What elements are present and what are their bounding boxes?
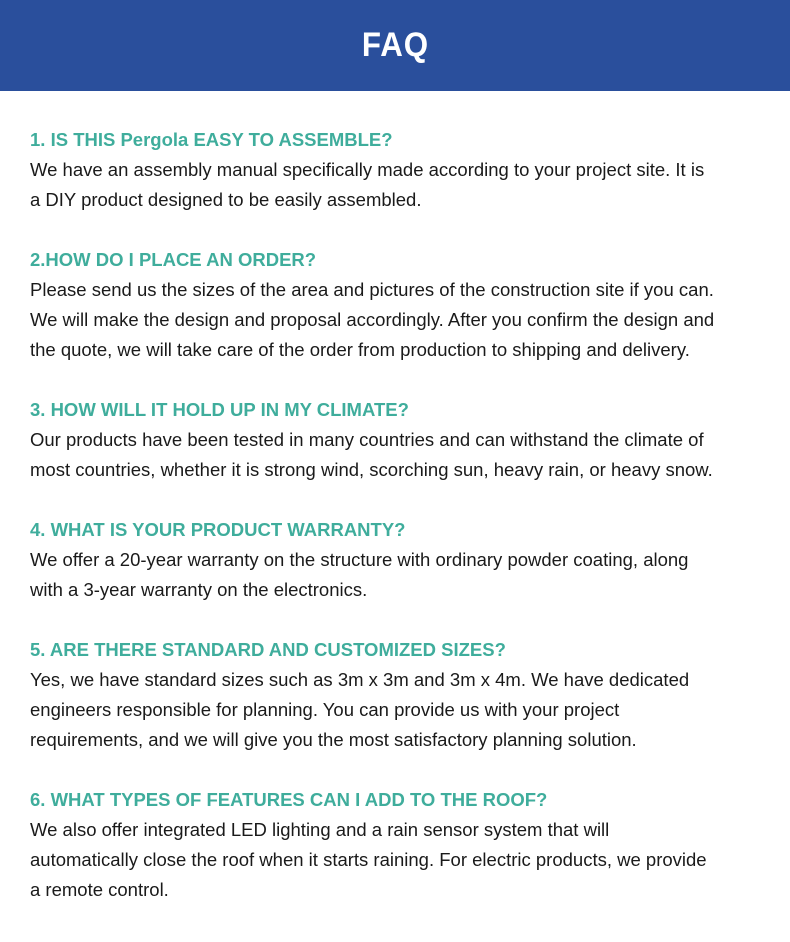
answer-line: engineers responsible for planning. You can provide us with your project xyxy=(30,699,620,720)
answer-line: a remote control. xyxy=(30,879,169,900)
faq-item xyxy=(30,125,760,215)
answer-line: a DIY product designed to be easily assembled. xyxy=(30,189,422,210)
faq-question: 6. WHAT TYPES OF FEATURES CAN I ADD TO THE ROOF? xyxy=(30,789,548,810)
faq-header-banner xyxy=(0,0,790,91)
answer-line: Yes, we have standard sizes such as 3m x 3m and 3m x 4m. We have dedicated xyxy=(30,669,690,690)
page-title: FAQ xyxy=(361,26,429,64)
faq-question: 3. HOW WILL IT HOLD UP IN MY CLIMATE? xyxy=(30,399,409,420)
faq-list xyxy=(0,91,790,905)
faq-answer xyxy=(30,545,760,605)
faq-question: 4. WHAT IS YOUR PRODUCT WARRANTY? xyxy=(30,519,406,540)
answer-line: Our products have been tested in many countries and can withstand the climate of xyxy=(30,429,704,450)
faq-answer xyxy=(30,665,760,755)
faq-answer xyxy=(30,275,760,365)
faq-question: 2.HOW DO I PLACE AN ORDER? xyxy=(30,249,317,270)
faq-answer xyxy=(30,155,760,215)
answer-line: We also offer integrated LED lighting and a rain sensor system that will xyxy=(30,819,610,840)
faq-item xyxy=(30,245,760,365)
answer-line: We offer a 20-year warranty on the structure with ordinary powder coating, along xyxy=(30,549,689,570)
faq-question: 1. IS THIS Pergola EASY TO ASSEMBLE? xyxy=(30,129,393,150)
faq-item xyxy=(30,395,760,485)
answer-line: with a 3-year warranty on the electronics. xyxy=(30,579,368,600)
faq-answer xyxy=(30,425,760,485)
answer-line: We have an assembly manual specifically made according to your project site. It is xyxy=(30,159,705,180)
answer-line: We will make the design and proposal accordingly. After you confirm the design and xyxy=(30,309,715,330)
answer-line: requirements, and we will give you the most satisfactory planning solution. xyxy=(30,729,637,750)
answer-line: most countries, whether it is strong wind, scorching sun, heavy rain, or heavy snow. xyxy=(30,459,713,480)
faq-item xyxy=(30,515,760,605)
faq-answer xyxy=(30,815,760,905)
answer-line: the quote, we will take care of the order from production to shipping and delivery. xyxy=(30,339,690,360)
answer-line: automatically close the roof when it starts raining. For electric products, we provide xyxy=(30,849,707,870)
faq-question: 5. ARE THERE STANDARD AND CUSTOMIZED SIZES? xyxy=(30,639,506,660)
answer-line: Please send us the sizes of the area and pictures of the construction site if you can. xyxy=(30,279,714,300)
faq-item xyxy=(30,635,760,755)
faq-item xyxy=(30,785,760,905)
